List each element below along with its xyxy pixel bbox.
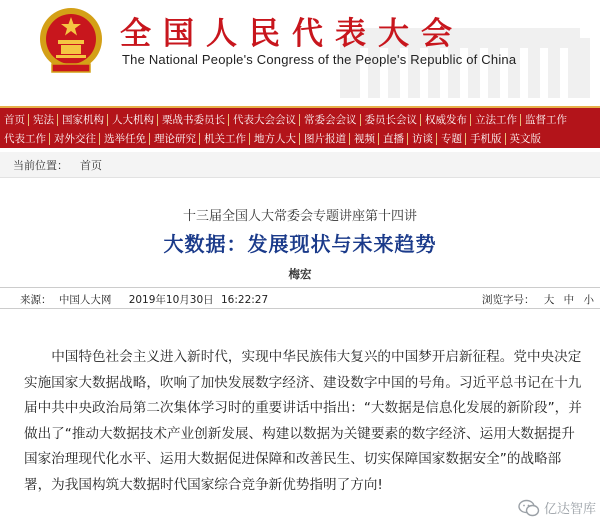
nav-item-home[interactable]: 首页 [0,114,29,126]
national-emblem-icon[interactable] [38,6,104,76]
nav-item-constitution[interactable]: 宪法 [29,114,58,126]
font-size-label: 浏览字号： [481,294,535,306]
nav-item-mobile[interactable]: 手机版 [466,133,506,145]
site-header [0,0,600,100]
article-meta-bar [0,287,600,309]
nav-item-theory[interactable]: 理论研究 [150,133,200,145]
font-size-large-button[interactable]: 大 [543,294,555,306]
font-size-small-button[interactable]: 小 [583,294,594,306]
nav-item-congress-session[interactable]: 代表大会会议 [229,114,300,126]
nav-row-2 [0,129,600,148]
nav-item-elections[interactable]: 选举任免 [100,133,150,145]
nav-item-video[interactable]: 视频 [350,133,379,145]
nav-item-chairman[interactable]: 栗战书委员长 [158,114,229,126]
nav-item-foreign-affairs[interactable]: 对外交往 [50,133,100,145]
nav-item-live[interactable]: 直播 [379,133,408,145]
nav-item-npc-organs[interactable]: 人大机构 [108,114,158,126]
nav-item-state-organs[interactable]: 国家机构 [58,114,108,126]
nav-item-standing-committee-session[interactable]: 常委会会议 [300,114,361,126]
source-label: 来源： [20,294,52,306]
article-author: 梅宏 [288,267,312,281]
nav-item-deputy-work[interactable]: 代表工作 [0,133,50,145]
nav-item-office-work[interactable]: 机关工作 [200,133,250,145]
site-title-cn: 全国人民代表大会 [120,16,464,52]
publish-time: 16:22:27 [220,294,269,306]
source-name: 中国人大网 [58,294,112,306]
nav-item-chairmen-council[interactable]: 委员长会议 [361,114,422,126]
nav-item-topics[interactable]: 专题 [437,133,466,145]
nav-item-interviews[interactable]: 访谈 [408,133,437,145]
breadcrumb-label: 当前位置： [13,158,68,172]
publish-date: 2019年10月30日 [128,294,214,306]
nav-item-official-release[interactable]: 权威发布 [421,114,471,126]
nav-item-legislation[interactable]: 立法工作 [471,114,521,126]
site-title-en: The National People's Congress of the People's Republic of China [122,52,517,67]
nav-item-english[interactable]: 英文版 [509,132,541,145]
article-title: 大数据：发展现状与未来趋势 [163,232,437,256]
article-source-info [20,292,272,307]
article-body [24,345,584,499]
article-subtitle: 十三届全国人大常委会专题讲座第十四讲 [182,209,417,224]
main-nav [0,106,600,148]
nav-row-1 [0,110,600,129]
nav-item-local-npc[interactable]: 地方人大 [250,133,300,145]
breadcrumb-home-link[interactable]: 首页 [80,158,102,172]
font-size-switcher [482,292,594,307]
nav-item-supervision[interactable]: 监督工作 [525,113,567,126]
article-paragraph: 中国特色社会主义进入新时代，实现中华民族伟大复兴的中国梦开启新征程。党中央决定实施国家大数据战略，吹响了加快发展数字经济、建设数字中国的号角。习近平总书记在十九届中共中央政治局第二次集体学习时的重要讲话中指出：“大数据是信息化发展的新阶段”，并做出了“推动大数据技术产业创新发展、构建以数据为关键要素的数字经济、运用大数据提升国家治理现代化水平、运用大数据促进保障和改善民生、切实保障国家数据安全”的战略部署，为我国构筑大数据时代国家综合竞争新优势指明了方向! [24,349,582,493]
nav-item-photo-reports[interactable]: 图片报道 [300,133,350,145]
breadcrumb [0,152,600,178]
watermark-text: 亿达智库 [543,502,596,517]
watermark [518,498,596,517]
font-size-medium-button[interactable]: 中 [563,294,575,306]
wechat-icon [518,499,540,517]
